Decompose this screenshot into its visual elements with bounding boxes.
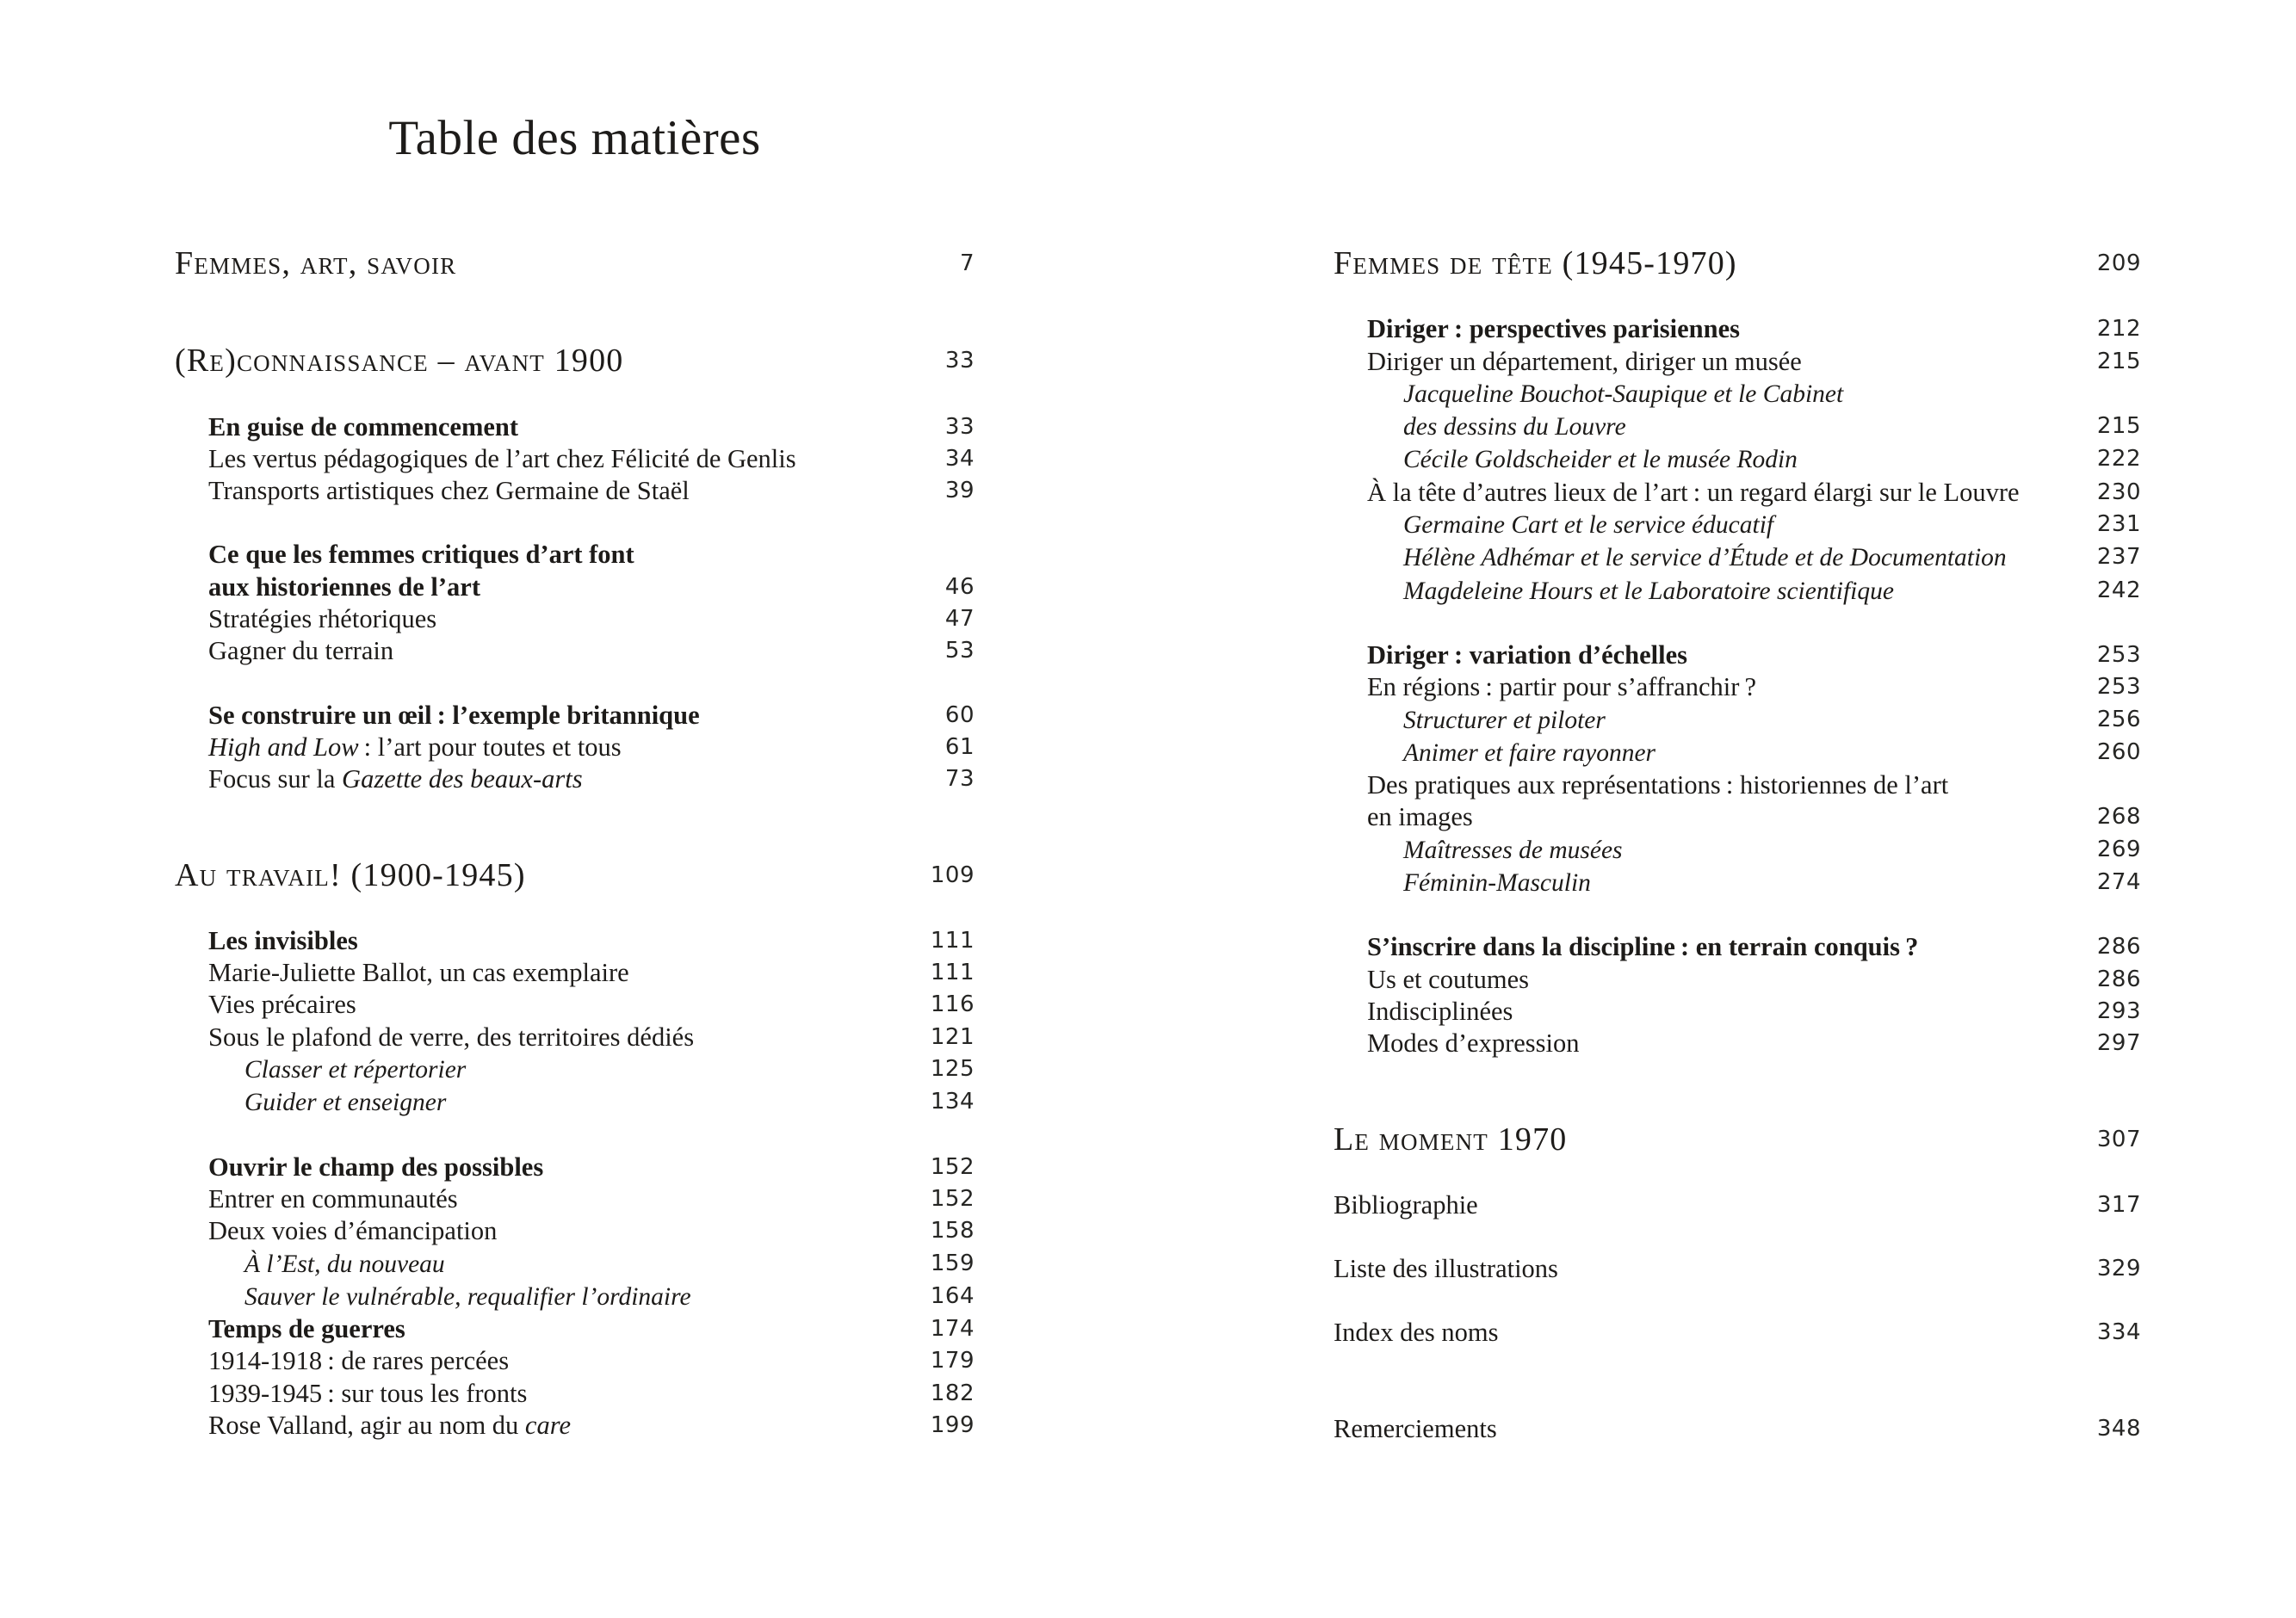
toc-page-number: 125	[930, 1056, 975, 1083]
toc-entry	[175, 1022, 975, 1053]
toc-line	[1334, 443, 2141, 476]
toc-entry	[1334, 964, 2141, 996]
toc-entry	[1334, 1253, 2141, 1285]
toc-page-number: 33	[944, 348, 975, 374]
toc-page-number: 33	[944, 413, 975, 440]
toc-entry	[175, 1152, 975, 1183]
toc-column-left	[175, 245, 975, 1442]
toc-label-segment: Le moment 1970	[1334, 1121, 1568, 1158]
toc-page-number: 164	[930, 1282, 975, 1309]
toc-entry-label	[1367, 313, 1740, 345]
toc-page-number: 237	[2096, 544, 2141, 571]
toc-entry	[175, 925, 975, 957]
toc-line	[1334, 834, 2141, 867]
toc-entry-label	[1403, 509, 1773, 541]
toc-section-entry	[175, 856, 975, 893]
toc-label-segment: Liste des illustrations	[1334, 1254, 1558, 1284]
toc-label-segment: aux historiennes de l’art	[208, 571, 481, 602]
toc-section-entry	[1334, 1121, 2141, 1158]
toc-page-number: 253	[2096, 674, 2141, 701]
toc-entry-label	[208, 763, 583, 795]
toc-label-segment: Remerciements	[1334, 1413, 1497, 1443]
toc-page-number: 134	[930, 1089, 975, 1115]
toc-page-number: 222	[2096, 446, 2141, 472]
toc-entry	[175, 1410, 975, 1442]
toc-page-number: 199	[930, 1412, 975, 1439]
toc-page-number: 317	[2096, 1191, 2141, 1218]
toc-label-segment: des dessins du Louvre	[1403, 413, 1626, 442]
toc-line	[175, 1248, 975, 1281]
toc-entry	[175, 635, 975, 667]
toc-page-number: 286	[2096, 934, 2141, 960]
toc-line	[1334, 801, 2141, 833]
toc-page-number: 260	[2096, 738, 2141, 765]
toc-page-number: 348	[2096, 1415, 2141, 1442]
toc-page-number: 334	[2096, 1319, 2141, 1346]
toc-entry-label	[1367, 801, 1473, 833]
toc-line	[1334, 477, 2141, 509]
toc-line	[175, 603, 975, 635]
toc-entry	[175, 1313, 975, 1345]
toc-label-segment: Hélène Adhémar et le service d’Étude et de Documentation	[1403, 544, 2007, 572]
toc-label-segment: Sous le plafond de verre, des territoires dédiés	[208, 1022, 695, 1052]
toc-page-number: 242	[2096, 577, 2141, 603]
toc-page-number: 256	[2096, 706, 2141, 732]
toc-entry	[175, 1281, 975, 1313]
toc-page-number: 73	[944, 766, 975, 793]
toc-page-number: 297	[2096, 1030, 2141, 1057]
toc-label-segment: Femmes de tête (1945-1970)	[1334, 245, 1737, 281]
toc-page-number: 34	[944, 445, 975, 472]
toc-label-segment: Des pratiques aux représentations : historiennes de l’art	[1367, 770, 1949, 800]
toc-page-number: 159	[930, 1250, 975, 1276]
toc-line	[1334, 704, 2141, 737]
toc-entry	[175, 763, 975, 795]
toc-entry	[1334, 509, 2141, 541]
toc-entry-label	[1334, 1189, 1478, 1221]
toc-line	[1334, 346, 2141, 378]
toc-line	[175, 443, 975, 475]
toc-entry-label	[208, 1378, 527, 1410]
toc-label-segment: En guise de commencement	[208, 411, 519, 442]
toc-entry	[1334, 1317, 2141, 1349]
page-title: Table des matières	[388, 111, 761, 165]
toc-page-number: 46	[944, 573, 975, 600]
toc-line	[1334, 509, 2141, 541]
toc-label-segment: Temps de guerres	[208, 1314, 405, 1344]
toc-label-segment: Structurer et piloter	[1403, 706, 1606, 734]
toc-page-number: 111	[930, 927, 975, 954]
toc-entry-label	[175, 856, 526, 893]
toc-entry-label	[1403, 738, 1655, 769]
toc-label-segment: S’inscrire dans la discipline : en terrain conquis ?	[1367, 932, 1919, 962]
toc-label-segment: Femmes, art, savoir	[175, 245, 457, 281]
toc-entry	[175, 1345, 975, 1377]
toc-entry-label	[208, 1313, 405, 1345]
toc-entry-label	[1367, 346, 1802, 378]
toc-entry	[1334, 477, 2141, 509]
toc-entry	[175, 1248, 975, 1281]
toc-page-number: 60	[944, 701, 975, 728]
toc-line	[175, 1053, 975, 1086]
toc-entry-label	[1334, 1317, 1498, 1349]
toc-line	[1334, 1121, 2141, 1158]
toc-entry	[175, 475, 975, 507]
toc-page-number: 179	[930, 1348, 975, 1374]
toc-page-number: 253	[2096, 641, 2141, 668]
toc-label-segment: en images	[1367, 802, 1473, 832]
toc-page-number: 286	[2096, 966, 2141, 992]
toc-page-number: 111	[930, 960, 975, 986]
toc-entry-label	[1367, 769, 1948, 801]
toc-entry-label	[1367, 671, 1756, 703]
toc-line	[175, 763, 975, 795]
toc-entry-label	[208, 700, 700, 732]
toc-page-number: 182	[930, 1380, 975, 1406]
toc-entry	[1334, 1028, 2141, 1059]
toc-label-segment: Focus sur la	[208, 764, 343, 794]
toc-entry-label	[1367, 639, 1687, 671]
toc-label-segment: Diriger un département, diriger un musée	[1367, 346, 1802, 376]
toc-line	[1334, 1189, 2141, 1221]
toc-entry-label	[1403, 835, 1623, 867]
toc-label-segment: Gagner du terrain	[208, 636, 394, 666]
toc-entry-label	[244, 1281, 691, 1313]
toc-label-segment: Maîtresses de musées	[1403, 836, 1623, 864]
toc-line	[1334, 313, 2141, 345]
toc-page-number: 116	[930, 991, 975, 1018]
toc-entry	[175, 1215, 975, 1247]
toc-label-segment: Deux voies d’émancipation	[208, 1216, 498, 1246]
toc-section-entry	[175, 345, 975, 379]
toc-page-number: 121	[930, 1023, 975, 1050]
toc-page-number: 109	[930, 861, 975, 888]
toc-entry	[1334, 378, 2141, 444]
toc-line	[1334, 378, 2141, 411]
toc-line	[175, 475, 975, 507]
toc-line	[175, 345, 975, 379]
toc-line	[1334, 575, 2141, 608]
toc-page-number: 7	[959, 250, 975, 276]
toc-label-segment: Stratégies rhétoriques	[208, 604, 437, 634]
toc-page-number: 230	[2096, 479, 2141, 505]
toc-page-number: 158	[930, 1218, 975, 1244]
toc-page-number: 53	[944, 638, 975, 664]
toc-line	[1334, 964, 2141, 996]
toc-label-segment: Animer et faire rayonner	[1403, 738, 1656, 767]
toc-entry	[175, 732, 975, 763]
toc-entry	[1334, 931, 2141, 963]
toc-label-segment: 1939-1945 : sur tous les fronts	[208, 1378, 528, 1408]
toc-entry-label	[1367, 477, 2020, 509]
toc-line	[175, 539, 975, 571]
toc-label-italic-segment: High and Low	[208, 732, 359, 762]
toc-page-number: 47	[944, 606, 975, 633]
toc-entry-label	[208, 475, 690, 507]
toc-label-italic-segment: care	[524, 1411, 571, 1441]
toc-entry-label	[208, 443, 796, 475]
toc-entry-label	[208, 1345, 509, 1377]
toc-label-segment: 1914-1918 : de rares percées	[208, 1346, 510, 1376]
toc-line	[175, 1281, 975, 1313]
toc-label-segment: Jacqueline Bouchot-Saupique et le Cabinet	[1403, 380, 1844, 408]
toc-entry-label	[175, 245, 457, 281]
toc-entry	[1334, 737, 2141, 769]
toc-entry-label	[208, 957, 629, 989]
toc-entry-label	[1403, 868, 1591, 899]
toc-line	[175, 1215, 975, 1247]
toc-entry	[1334, 346, 2141, 378]
toc-page-number: 268	[2096, 804, 2141, 831]
toc-entry	[1334, 867, 2141, 899]
toc-label-segment: Marie-Juliette Ballot, un cas exemplaire	[208, 958, 629, 988]
toc-page-number: 39	[944, 478, 975, 504]
toc-label-segment: Magdeleine Hours et le Laboratoire scientifique	[1403, 577, 1894, 605]
toc-line	[1334, 1317, 2141, 1349]
toc-entry	[1334, 575, 2141, 608]
toc-entry-label	[1367, 1028, 1580, 1059]
toc-column-right	[1334, 245, 2141, 1445]
toc-entry	[175, 957, 975, 989]
toc-label-segment: Sauver le vulnérable, requalifier l’ordinaire	[244, 1282, 691, 1311]
toc-entry	[175, 1378, 975, 1410]
toc-entry-label	[208, 1215, 497, 1247]
toc-line	[175, 571, 975, 603]
toc-entry-label	[244, 1249, 445, 1281]
toc-page-number: 329	[2096, 1256, 2141, 1282]
toc-label-segment: Bibliographie	[1334, 1189, 1478, 1220]
toc-entry-label	[208, 571, 480, 603]
toc-entry	[1334, 1189, 2141, 1221]
toc-entry-label	[208, 1152, 543, 1183]
toc-label-segment: Diriger : variation d’échelles	[1367, 639, 1688, 670]
toc-label-segment: Les vertus pédagogiques de l’art chez Félicité de Genlis	[208, 443, 796, 473]
toc-label-segment: Germaine Cart et le service éducatif	[1403, 511, 1774, 540]
toc-label-segment: : l’art pour toutes et tous	[358, 732, 622, 762]
toc-line	[175, 1086, 975, 1119]
toc-entry-label	[175, 343, 624, 380]
toc-line	[1334, 996, 2141, 1028]
toc-entry-label	[1403, 411, 1626, 443]
toc-page-number: 61	[944, 733, 975, 760]
toc-entry	[175, 603, 975, 635]
toc-label-segment: Classer et répertorier	[244, 1056, 467, 1084]
toc-page-number: 212	[2096, 316, 2141, 343]
toc-entry-label	[1367, 964, 1529, 996]
toc-entry	[175, 1053, 975, 1086]
toc-section-entry	[1334, 245, 2141, 281]
toc-line	[175, 957, 975, 989]
toc-line	[175, 1313, 975, 1345]
toc-entry	[1334, 834, 2141, 867]
toc-line	[1334, 1413, 2141, 1445]
toc-line	[175, 1410, 975, 1442]
toc-line	[1334, 1028, 2141, 1059]
toc-entry	[1334, 996, 2141, 1028]
toc-page-number: 231	[2096, 511, 2141, 538]
toc-entry	[1334, 541, 2141, 574]
toc-entry-label	[1403, 444, 1798, 476]
toc-entry-label	[208, 989, 356, 1021]
toc-entry-label	[1334, 1121, 1568, 1158]
toc-line	[1334, 541, 2141, 574]
toc-entry-label	[1334, 245, 1737, 281]
toc-page-number: 215	[2096, 348, 2141, 374]
toc-page-number: 215	[2096, 413, 2141, 440]
toc-label-segment: Rose Valland, agir au nom du	[208, 1411, 525, 1441]
toc-label-segment: Ouvrir le champ des possibles	[208, 1152, 544, 1182]
toc-label-segment: Vies précaires	[208, 990, 356, 1020]
toc-line	[175, 411, 975, 443]
toc-entry-label	[208, 1022, 694, 1053]
toc-entry-label	[208, 539, 634, 571]
toc-line	[175, 732, 975, 763]
toc-label-segment: Us et coutumes	[1367, 964, 1530, 994]
toc-entry-label	[1403, 576, 1894, 608]
toc-label-segment: En régions : partir pour s’affranchir ?	[1367, 672, 1757, 702]
toc-entry	[175, 700, 975, 732]
toc-line	[1334, 1253, 2141, 1285]
toc-label-segment: Guider et enseigner	[244, 1089, 447, 1117]
toc-entry-label	[1367, 931, 1918, 963]
toc-line	[175, 1152, 975, 1183]
toc-entry-label	[208, 1410, 571, 1442]
toc-entry	[1334, 313, 2141, 345]
toc-entry	[1334, 1413, 2141, 1445]
toc-entry-label	[208, 1183, 458, 1215]
toc-label-segment: Entrer en communautés	[208, 1183, 458, 1214]
toc-entry-label	[208, 732, 622, 763]
toc-label-segment: Diriger : perspectives parisiennes	[1367, 314, 1741, 344]
toc-line	[1334, 931, 2141, 963]
toc-page-number: 274	[2096, 869, 2141, 896]
toc-label-segment: Indisciplinées	[1367, 996, 1513, 1026]
toc-line	[1334, 639, 2141, 671]
toc-label-italic-segment: Gazette des beaux-arts	[342, 764, 583, 794]
toc-entry-label	[208, 635, 393, 667]
toc-line	[1334, 867, 2141, 899]
toc-entry-label	[1403, 705, 1606, 737]
toc-entry-label	[208, 925, 358, 957]
toc-section-entry	[175, 245, 975, 281]
toc-label-segment: Cécile Goldscheider et le musée Rodin	[1403, 446, 1798, 474]
toc-label-segment: Féminin-Masculin	[1403, 869, 1591, 898]
toc-entry	[175, 411, 975, 443]
toc-line	[1334, 769, 2141, 801]
toc-entry-label	[1334, 1253, 1558, 1285]
toc-line	[1334, 411, 2141, 443]
toc-entry-label	[1367, 996, 1513, 1028]
toc-page-number: 269	[2096, 836, 2141, 862]
toc-entry	[1334, 671, 2141, 703]
toc-label-segment: Index des noms	[1334, 1318, 1499, 1348]
toc-line	[175, 245, 975, 281]
toc-entry	[175, 1183, 975, 1215]
toc-line	[175, 1345, 975, 1377]
toc-label-segment: Au travail! (1900-1945)	[175, 856, 526, 893]
toc-page-number: 209	[2096, 250, 2141, 276]
toc-page-number: 307	[2096, 1126, 2141, 1152]
toc-entry	[1334, 704, 2141, 737]
toc-line	[175, 1022, 975, 1053]
toc-page-number: 174	[930, 1316, 975, 1343]
toc-entry-label	[208, 411, 518, 443]
toc-entry	[175, 539, 975, 603]
toc-line	[175, 856, 975, 893]
toc-label-segment: Transports artistiques chez Germaine de Staël	[208, 476, 690, 506]
toc-label-segment: Se construire un œil : l’exemple britannique	[208, 700, 700, 730]
toc-entry	[1334, 443, 2141, 476]
toc-entry-label	[1403, 379, 1843, 411]
toc-label-segment: Les invisibles	[208, 925, 358, 955]
toc-entry	[175, 989, 975, 1021]
toc-entry	[1334, 639, 2141, 671]
toc-entry-label	[244, 1087, 446, 1119]
toc-line	[175, 700, 975, 732]
toc-label-segment: Modes d’expression	[1367, 1028, 1580, 1059]
toc-label-segment: Ce que les femmes critiques d’art font	[208, 540, 634, 570]
toc-page-number: 152	[930, 1185, 975, 1212]
toc-line	[175, 989, 975, 1021]
toc-line	[1334, 245, 2141, 281]
toc-label-segment: À la tête d’autres lieux de l’art : un regard élargi sur le Louvre	[1367, 477, 2020, 507]
toc-line	[175, 1378, 975, 1410]
toc-entry-label	[208, 603, 436, 635]
toc-line	[1334, 737, 2141, 769]
toc-line	[1334, 671, 2141, 703]
toc-entry-label	[1334, 1413, 1497, 1445]
toc-entry	[175, 1086, 975, 1119]
toc-label-segment: (Re)connaissance – avant 1900	[175, 343, 624, 380]
toc-entry-label	[244, 1054, 466, 1086]
toc-line	[175, 1183, 975, 1215]
toc-page-number: 293	[2096, 997, 2141, 1024]
toc-entry	[1334, 769, 2141, 834]
toc-line	[175, 635, 975, 667]
toc-entry-label	[1403, 542, 2007, 574]
toc-label-segment: À l’Est, du nouveau	[244, 1250, 445, 1278]
toc-line	[175, 925, 975, 957]
toc-entry	[175, 443, 975, 475]
toc-page-number: 152	[930, 1153, 975, 1180]
